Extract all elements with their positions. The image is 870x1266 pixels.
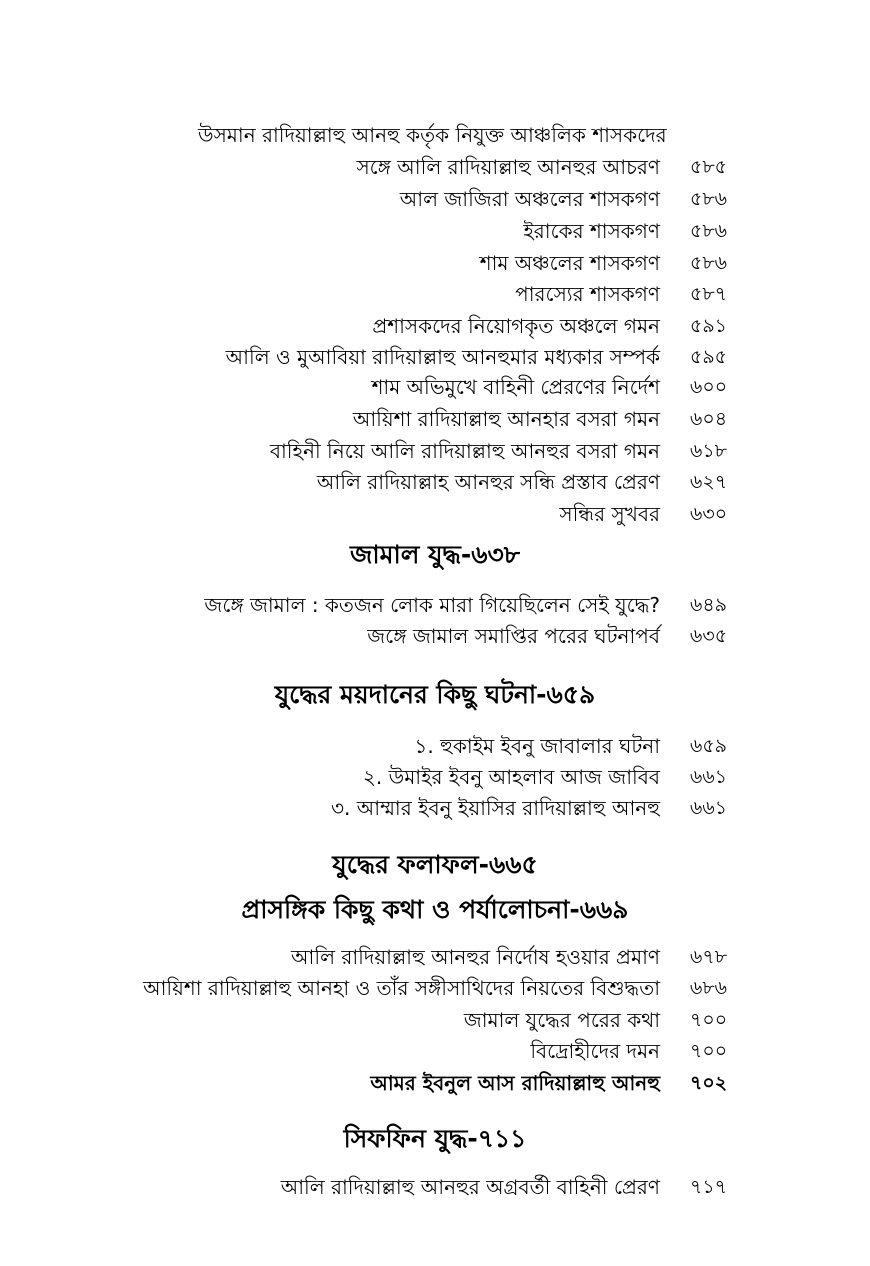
entry-title: আলি রাদিয়াল্লাহ আনহুর সন্ধি প্রস্তাব প্রেরণ [316, 470, 660, 494]
entry-page: ৫৮৬ [690, 220, 728, 242]
entry-title: ১. হুকাইম ইবনু জাবালার ঘটনা [414, 734, 660, 758]
section-heading[interactable]: যুদ্ধের ফলাফল-৬৬৫ [332, 850, 538, 879]
toc-entry[interactable] [0, 762, 870, 792]
entry-page: ৭০০ [690, 1040, 728, 1062]
toc-entry[interactable] [0, 499, 870, 529]
entry-page: ৫৮৬ [690, 252, 728, 274]
entry-page: ৫৮৬ [690, 188, 728, 210]
entry-page: ৫৯৫ [690, 346, 727, 368]
entry-page: ৬১৮ [690, 440, 728, 462]
entry-page: ৬৩০ [690, 503, 728, 525]
toc-entry[interactable] [0, 1172, 870, 1202]
entry-page: ৬৭৮ [690, 946, 728, 968]
entry-title: প্রশাসকদের নিয়োগকৃত অঞ্চলে গমন [372, 314, 660, 338]
toc-entry[interactable] [0, 248, 870, 278]
entry-page: ৭১৭ [690, 1176, 728, 1198]
entry-page: ৭০০ [690, 1009, 728, 1031]
entry-title: জঙ্গে জামাল : কতজন লোক মারা গিয়েছিলেন সেই যুদ্ধে? [204, 593, 660, 617]
entry-title: সন্ধির সুখবর [559, 502, 660, 526]
toc-entry[interactable] [0, 731, 870, 761]
entry-title: জঙ্গে জামাল সমাপ্তির পরের ঘটনাপর্ব [367, 624, 660, 648]
toc-entry[interactable] [0, 467, 870, 497]
toc-entry[interactable] [0, 152, 870, 182]
entry-title: বিদ্রোহীদের দমন [530, 1039, 660, 1063]
entry-title: সঙ্গে আলি রাদিয়াল্লাহু আনহুর আচরণ [356, 155, 660, 179]
entry-title: আয়িশা রাদিয়াল্লাহু আনহার বসরা গমন [352, 407, 660, 431]
toc-entry[interactable] [0, 1005, 870, 1035]
toc-entry[interactable] [0, 216, 870, 246]
toc-entry[interactable] [0, 436, 870, 466]
entry-page: ৬০০ [690, 376, 728, 398]
entry-page: ৬৮৬ [690, 977, 728, 999]
entry-page: ৬৪৯ [690, 594, 728, 616]
toc-entry[interactable] [0, 342, 870, 372]
toc-intro-line: উসমান রাদিয়াল্লাহু আনহু কর্তৃক নিযুক্ত আঞ্চলিক শাসকদের [198, 123, 667, 147]
entry-page: ৬৫৯ [690, 735, 728, 757]
entry-page: ৫৯১ [690, 315, 727, 337]
entry-title: বাহিনী নিয়ে আলি রাদিয়াল্লাহু আনহুর বসরা গমন [269, 439, 660, 463]
toc-entry[interactable] [0, 793, 870, 823]
toc-entry[interactable] [0, 621, 870, 651]
section-heading[interactable]: জামাল যুদ্ধ-৬৩৮ [350, 540, 520, 569]
entry-title: আলি রাদিয়াল্লাহু আনহুর নির্দোষ হওয়ার প্রমাণ [291, 945, 660, 969]
entry-title: জামাল যুদ্ধের পরের কথা [463, 1008, 660, 1032]
entry-title: আয়িশা রাদিয়াল্লাহু আনহা ও তাঁর সঙ্গীসাথিদের নিয়তের বিশুদ্ধতা [143, 976, 660, 1000]
section-heading[interactable]: যুদ্ধের ময়দানের কিছু ঘটনা-৬৫৯ [274, 680, 596, 709]
entry-page: ৫৮৫ [690, 156, 727, 178]
entry-title: আলি রাদিয়াল্লাহু আনহুর অগ্রবর্তী বাহিনী প্রেরণ [280, 1175, 660, 1199]
section-heading[interactable]: প্রাসঙ্গিক কিছু কথা ও পর্যালোচনা-৬৬৯ [241, 895, 629, 924]
entry-title: ২. উমাইর ইবনু আহলাব আজ জাবিব [362, 765, 660, 789]
toc-entry[interactable] [0, 372, 870, 402]
entry-title: আমর ইবনুল আস রাদিয়াল্লাহু আনহু [370, 1071, 660, 1095]
toc-entry[interactable] [0, 404, 870, 434]
toc-entry[interactable] [0, 1036, 870, 1066]
entry-title: ইরাকের শাসকগণ [523, 219, 660, 243]
section-heading[interactable]: সিফফিন যুদ্ধ-৭১১ [343, 1124, 527, 1153]
entry-page: ৬৬১ [690, 797, 728, 819]
toc-entry[interactable] [0, 1068, 870, 1098]
entry-title: আল জাজিরা অঞ্চলের শাসকগণ [399, 187, 660, 211]
toc-entry[interactable] [0, 942, 870, 972]
toc-entry[interactable] [0, 973, 870, 1003]
entry-page: ৫৮৭ [690, 283, 728, 305]
entry-page: ৬০৪ [690, 408, 728, 430]
entry-title: শাম অভিমুখে বাহিনী প্রেরণের নির্দেশ [371, 375, 660, 399]
entry-title: শাম অঞ্চলের শাসকগণ [479, 251, 660, 275]
entry-page: ৭০২ [690, 1072, 728, 1094]
entry-title: আলি ও মুআবিয়া রাদিয়াল্লাহু আনহুমার মধ্যকার সম্পর্ক [225, 345, 660, 369]
entry-page: ৬২৭ [690, 471, 728, 493]
toc-entry[interactable] [0, 184, 870, 214]
toc-entry[interactable] [0, 590, 870, 620]
toc-entry[interactable] [0, 311, 870, 341]
entry-title: পারস্যের শাসকগণ [515, 282, 660, 306]
toc-entry[interactable] [0, 279, 870, 309]
entry-page: ৬৩৫ [690, 625, 728, 647]
entry-title: ৩. আম্মার ইবনু ইয়াসির রাদিয়াল্লাহু আনহু [331, 796, 660, 820]
entry-page: ৬৬১ [690, 766, 728, 788]
